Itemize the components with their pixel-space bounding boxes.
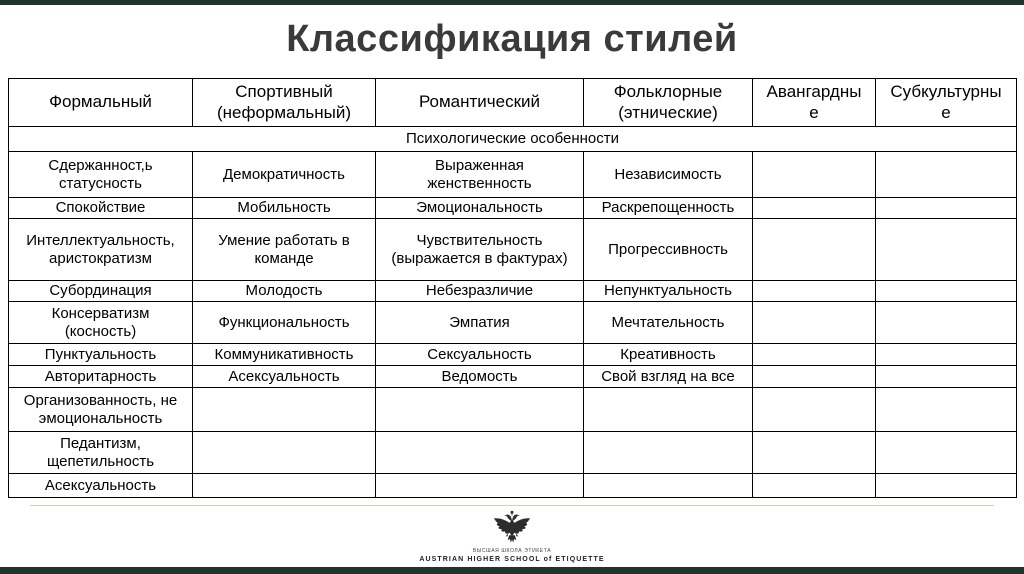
table-cell xyxy=(876,281,1017,302)
section-header: Психологические особенности xyxy=(9,127,1017,152)
table-cell: Функциональность xyxy=(193,302,376,344)
table-cell: Эмпатия xyxy=(376,302,584,344)
top-border-bar xyxy=(0,0,1024,5)
table-cell: Эмоциональность xyxy=(376,198,584,219)
table-cell xyxy=(753,432,876,474)
column-header-avantgarde: Авангардные xyxy=(753,79,876,127)
table-row xyxy=(9,366,1017,388)
table-cell: Пунктуальность xyxy=(9,344,193,366)
table-cell: Прогрессивность xyxy=(584,219,753,281)
table-cell: Мечтательность xyxy=(584,302,753,344)
table-row xyxy=(9,219,1017,281)
table-cell xyxy=(753,366,876,388)
footer-logo xyxy=(0,510,1024,563)
table-cell: Организованность, не эмоциональность xyxy=(9,388,193,432)
table-cell xyxy=(876,388,1017,432)
table-cell xyxy=(753,474,876,498)
table-cell xyxy=(876,366,1017,388)
table-cell: Чувствительность (выражается в фактурах) xyxy=(376,219,584,281)
table-cell xyxy=(584,474,753,498)
table-cell: Небезразличие xyxy=(376,281,584,302)
column-header-formal: Формальный xyxy=(9,79,193,127)
logo-small-text: ВЫСШАЯ ШКОЛА ЭТИКЕТА xyxy=(472,548,552,554)
table-cell xyxy=(876,302,1017,344)
table-cell: Асексуальность xyxy=(9,474,193,498)
table-cell: Свой взгляд на все xyxy=(584,366,753,388)
table-row xyxy=(9,474,1017,498)
table-cell xyxy=(753,219,876,281)
table-cell xyxy=(584,432,753,474)
table-cell xyxy=(753,281,876,302)
table-cell: Мобильность xyxy=(193,198,376,219)
table-cell xyxy=(753,198,876,219)
table-cell: Спокойствие xyxy=(9,198,193,219)
table-cell: Интеллектуальность, аристократизм xyxy=(9,219,193,281)
table-row xyxy=(9,344,1017,366)
table-cell xyxy=(753,152,876,198)
table-cell: Ведомость xyxy=(376,366,584,388)
table-row xyxy=(9,302,1017,344)
column-header-romantic: Романтический xyxy=(376,79,584,127)
table-cell: Педантизм, щепетильность xyxy=(9,432,193,474)
table-cell xyxy=(376,432,584,474)
table-cell: Консерватизм (косность) xyxy=(9,302,193,344)
table-cell xyxy=(584,388,753,432)
bottom-border-bar xyxy=(0,567,1024,574)
table-cell: Раскрепощенность xyxy=(584,198,753,219)
table-row xyxy=(9,198,1017,219)
table-cell: Умение работать в команде xyxy=(193,219,376,281)
table-row xyxy=(9,281,1017,302)
page-title: Классификация стилей xyxy=(286,18,738,60)
double-headed-eagle-icon xyxy=(490,510,534,548)
column-header-subculture: Субкультурные xyxy=(876,79,1017,127)
table-cell: Сдержанност,ь статусность xyxy=(9,152,193,198)
table-cell: Субординация xyxy=(9,281,193,302)
footer-rule xyxy=(30,505,994,506)
table-row xyxy=(9,152,1017,198)
table-cell xyxy=(753,344,876,366)
table-cell xyxy=(753,302,876,344)
section-header-row xyxy=(9,127,1017,152)
styles-table xyxy=(8,78,1017,498)
table-cell xyxy=(376,388,584,432)
table-cell: Авторитарность xyxy=(9,366,193,388)
table-cell xyxy=(876,344,1017,366)
column-header-sport: Спортивный (неформальный) xyxy=(193,79,376,127)
table-cell: Независимость xyxy=(584,152,753,198)
table-cell: Выраженная женственность xyxy=(376,152,584,198)
table-header-row xyxy=(9,79,1017,127)
column-header-folk: Фольклорные (этнические) xyxy=(584,79,753,127)
table-cell: Молодость xyxy=(193,281,376,302)
table-cell xyxy=(193,432,376,474)
table-row xyxy=(9,432,1017,474)
table-cell: Демократичность xyxy=(193,152,376,198)
table-cell: Сексуальность xyxy=(376,344,584,366)
table-cell: Креативность xyxy=(584,344,753,366)
table-cell xyxy=(876,219,1017,281)
table-cell xyxy=(876,432,1017,474)
table-cell xyxy=(876,474,1017,498)
table-cell: Асексуальность xyxy=(193,366,376,388)
table-cell xyxy=(193,388,376,432)
table-cell: Коммуникативность xyxy=(193,344,376,366)
table-cell xyxy=(376,474,584,498)
table-cell xyxy=(753,388,876,432)
logo-name-text: AUSTRIAN HIGHER SCHOOL of ETIQUETTE xyxy=(419,555,605,563)
table-cell: Непунктуальность xyxy=(584,281,753,302)
table-cell xyxy=(193,474,376,498)
table-cell xyxy=(876,198,1017,219)
table-row xyxy=(9,388,1017,432)
table-cell xyxy=(876,152,1017,198)
